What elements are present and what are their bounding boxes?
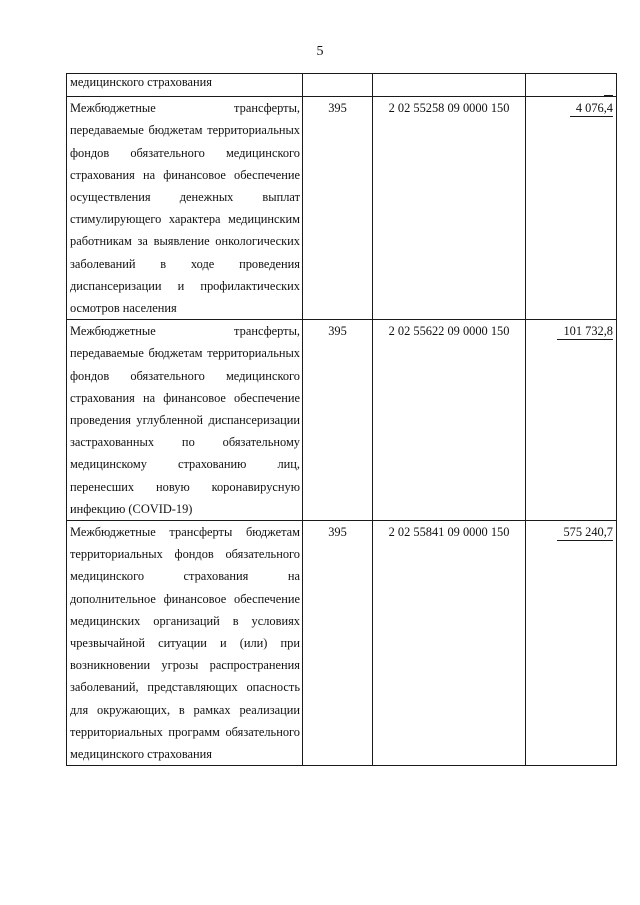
row-name-cell xyxy=(67,97,303,320)
row-admin-code: 395 xyxy=(303,320,373,521)
row-name-text: Межбюджетные трансферты, передаваемые бюджетам территориальных фондов обязательного медицинского страхования на финансовое обеспечение осуществления денежных выплат стимулирующего характера медицинским работникам за выявление онкологических заболеваний в ходе проведения диспансеризации и профилактических осмотров населения xyxy=(70,101,300,316)
row-classification-code: 2 02 55258 09 0000 150 xyxy=(373,97,526,320)
row-name-cell xyxy=(67,320,303,521)
row-admin-code: 395 xyxy=(303,521,373,766)
row-admin-cell xyxy=(303,74,373,97)
row-sum-cell xyxy=(526,320,617,521)
budget-revenue-table xyxy=(66,73,617,766)
row-sum-underline xyxy=(604,75,613,96)
row-classification-code: 2 02 55841 09 0000 150 xyxy=(373,521,526,766)
row-sum-value: 101 732,8 xyxy=(557,323,613,340)
row-code-cell xyxy=(373,74,526,97)
table-row xyxy=(67,97,617,320)
row-classification-code: 2 02 55622 09 0000 150 xyxy=(373,320,526,521)
row-sum-cell xyxy=(526,521,617,766)
row-sum-value: 4 076,4 xyxy=(570,100,613,117)
table-row xyxy=(67,521,617,766)
table-row-continuation xyxy=(67,74,617,97)
table-row xyxy=(67,320,617,521)
row-name-cell xyxy=(67,74,303,97)
page-number: 5 xyxy=(316,44,324,59)
row-name-text: Межбюджетные трансферты, передаваемые бюджетам территориальных фондов обязательного медицинского страхования на финансовое обеспечение проведения углубленной диспансеризации застрахованных по обязательному медицинскому страхованию лиц, перенесших новую коронавирусную инфекцию (COVID-19) xyxy=(70,324,300,516)
row-name-text: медицинского страхования xyxy=(70,75,212,89)
row-sum-value: 575 240,7 xyxy=(557,524,613,541)
row-sum-cell xyxy=(526,97,617,320)
row-name-text: Межбюджетные трансферты бюджетам территориальных фондов обязательного медицинского страхования на дополнительное финансовое обеспечение медицинских организаций в условиях чрезвычайной ситуации и (или) при возникновении угрозы распространения заболеваний, представляющих опасность для окружающих, в рамках реализации территориальных программ обязательного медицинского страхования xyxy=(70,525,300,762)
row-name-cell xyxy=(67,521,303,766)
row-admin-code: 395 xyxy=(303,97,373,320)
row-sum-cell xyxy=(526,74,617,97)
